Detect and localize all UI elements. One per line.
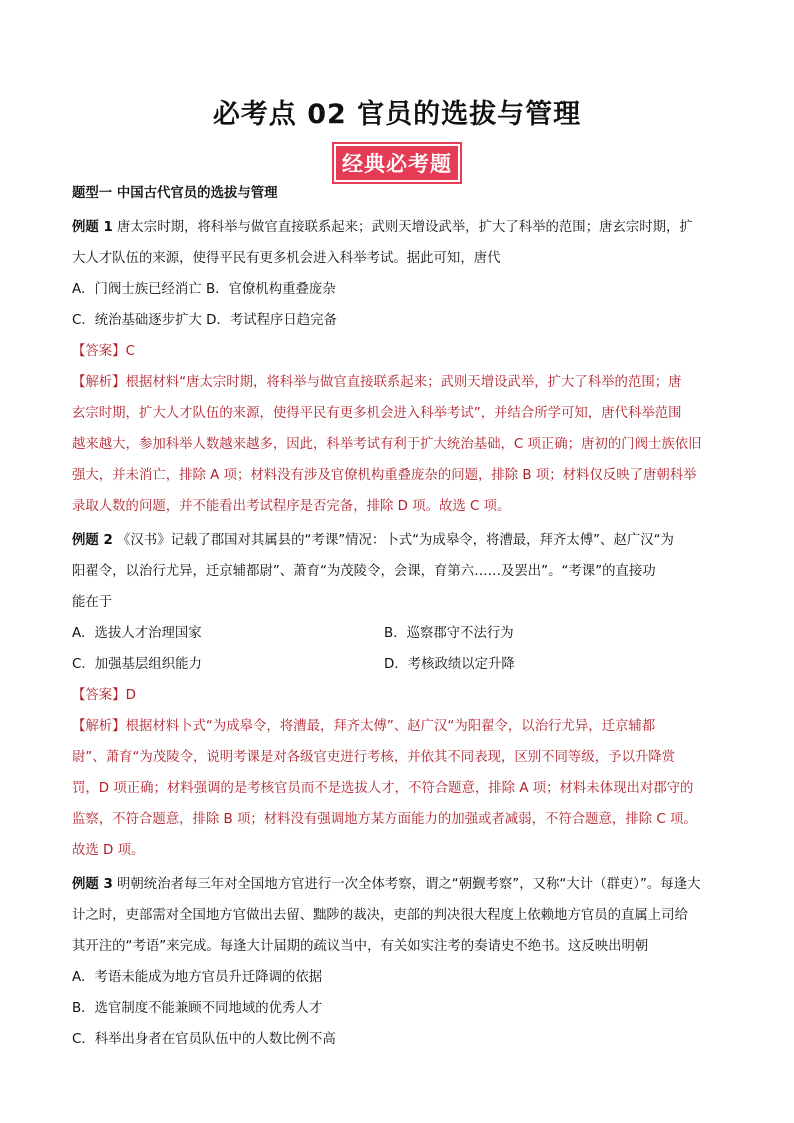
q1-answer-value: C	[125, 344, 135, 359]
q1-options-row-1	[72, 280, 732, 300]
q1-answer-label: 【答案】	[72, 344, 126, 359]
q2-option-b: B．巡察郡守不法行为	[384, 626, 514, 641]
q1-option-b: B．官僚机构重叠庞杂	[205, 282, 336, 297]
q2-option-d: D．考核政绩以定升降	[384, 657, 515, 672]
q1-stem-line-2: 大人才队伍的来源，使得平民有更多机会进入科举考试。据此可知，唐代	[72, 251, 501, 266]
q3-stem-line-2: 计之时，吏部需对全国地方官做出去留、黜陟的裁决，吏部的判决很大程度上依赖地方官员的直属上司给	[72, 908, 688, 923]
q1-option-a: A．门阀士族已经消亡	[72, 282, 202, 297]
q2-option-a: A．选拔人才治理国家	[72, 626, 202, 641]
q2-label: 例题 2	[72, 533, 113, 548]
q1-analysis-text-1: 根据材料“唐太宗时期，将科举与做官直接联系起来；武则天增设武举，扩大了科举的范围；唐	[125, 375, 682, 390]
q2-analysis-line-1	[72, 717, 732, 737]
q2-analysis-line-3: 罚，D 项正确；材料强调的是考核官员而不是选拔人才，不符合题意，排除 A 项；材料未体现出对郡守的	[72, 781, 694, 796]
section-heading: 题型一 中国古代官员的选拔与管理	[72, 186, 278, 201]
section-badge: 经典必考题	[334, 144, 460, 182]
q2-option-c: C．加强基层组织能力	[72, 657, 202, 672]
q2-stem-line-1	[72, 531, 732, 551]
q1-analysis-line-3: 越来越大，参加科举人数越来越多，因此，科举考试有利于扩大统治基础，C 项正确；唐初的门阀士族依旧	[72, 437, 702, 452]
q3-label: 例题 3	[72, 877, 113, 892]
q3-stem-line-3: 其开注的“考语”来完成。每逢大计届期的疏议当中，有关如实注考的奏请史不绝书。这反映出明朝	[72, 939, 649, 954]
q3-stem-line-1	[72, 875, 732, 895]
q1-analysis-line-1	[72, 373, 732, 393]
q3-option-b: B．选官制度不能兼顾不同地域的优秀人才	[72, 1001, 323, 1016]
q2-stem-text-1: 《汉书》记载了郡国对其属县的“考课”情况：卜式“为成皋令，将漕最，拜齐太傅”、赵广汉“为	[117, 533, 674, 548]
q1-options-row-2	[72, 311, 732, 331]
q1-stem-text-1: 唐太宗时期，将科举与做官直接联系起来；武则天增设武举，扩大了科举的范围；唐玄宗时期，扩	[117, 220, 693, 235]
q2-analysis-line-2: 尉”、萧育“为茂陵令，说明考课是对各级官吏进行考核，并依其不同表现，区别不同等级，予以升降赏	[72, 750, 676, 765]
q1-option-d: D．考试程序日趋完备	[206, 313, 337, 328]
q1-analysis-label: 【解析】	[72, 375, 126, 390]
q1-label: 例题 1	[72, 220, 113, 235]
q2-analysis-line-5: 故选 D 项。	[72, 843, 145, 858]
q1-stem-line-1	[72, 218, 732, 238]
q3-stem-text-1: 明朝统治者每三年对全国地方官进行一次全体考察，谓之“朝觐考察”，又称“大计（群吏）”。每逢大	[117, 877, 701, 892]
q3-option-a: A．考语未能成为地方官员升迁降调的依据	[72, 970, 323, 985]
q1-analysis-line-4: 强大，并未消亡，排除 A 项；材料没有涉及官僚机构重叠庞杂的问题，排除 B 项；材料仅反映了唐朝科举	[72, 468, 697, 483]
q1-analysis-line-2: 玄宗时期，扩大人才队伍的来源，使得平民有更多机会进入科举考试”，并结合所学可知，唐代科举范围	[72, 406, 682, 421]
q2-answer-value: D	[125, 688, 136, 703]
q2-stem-line-2: 阳翟令，以治行尤异，迁京辅都尉”、萧育“为茂陵令，会课，育第六……及罢出”。“考课”的直接功	[72, 564, 656, 579]
badge-container	[0, 144, 794, 182]
q3-option-c: C．科举出身者在官员队伍中的人数比例不高	[72, 1032, 336, 1047]
q2-answer	[72, 686, 732, 706]
q2-analysis-text-1: 根据材料卜式“为成皋令，将漕最，拜齐太傅”、赵广汉“为阳翟令，以治行尤异，迁京辅都	[125, 719, 656, 734]
page-title: 必考点 02 官员的选拔与管理	[212, 99, 582, 130]
q2-analysis-line-4: 监察，不符合题意，排除 B 项；材料没有强调地方某方面能力的加强或者减弱，不符合题意，排除 C 项。	[72, 812, 697, 827]
q1-answer	[72, 342, 732, 362]
q2-answer-label: 【答案】	[72, 688, 126, 703]
q1-analysis-line-5: 录取人数的问题，并不能看出考试程序是否完备，排除 D 项。故选 C 项。	[72, 499, 511, 514]
q2-analysis-label: 【解析】	[72, 719, 126, 734]
q1-option-c: C．统治基础逐步扩大	[72, 313, 202, 328]
q2-stem-line-3: 能在于	[72, 595, 113, 610]
